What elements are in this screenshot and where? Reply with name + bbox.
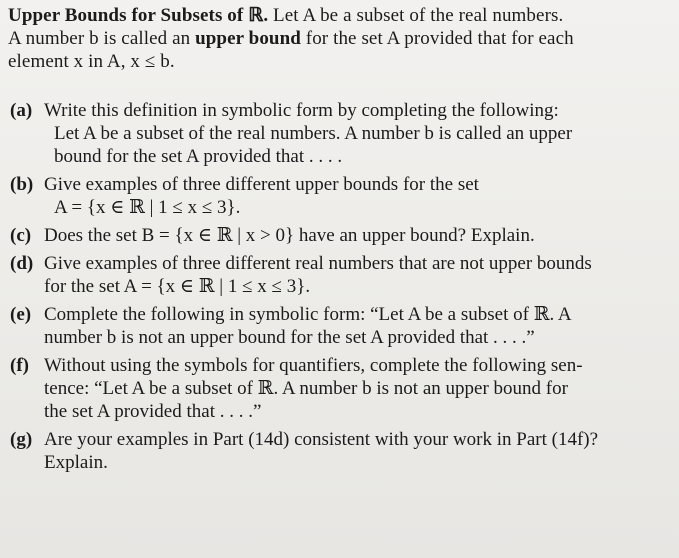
intro-line-2-b: for the set A provided that for each	[300, 28, 574, 49]
item-f	[10, 354, 670, 423]
item-indented-line: bound for the set A provided that . . . .	[54, 146, 343, 167]
item-body	[44, 224, 670, 247]
item-line: Explain.	[44, 452, 108, 473]
intro-line-1	[8, 4, 668, 27]
item-e	[10, 303, 670, 349]
item-line: Give examples of three different real numbers that are not upper bounds	[44, 253, 592, 274]
item-a	[10, 99, 670, 168]
item-line: number b is not an upper bound for the set A provided that . . . .”	[44, 327, 535, 348]
problem-intro	[8, 4, 668, 73]
item-label: (c)	[10, 225, 32, 246]
intro-line-1-rest: Let A be a subset of the real numbers.	[268, 5, 564, 26]
exercise-items	[10, 99, 670, 479]
item-line: Without using the symbols for quantifiers, complete the following sen-	[44, 355, 583, 376]
item-indented-line: A = {x ∈ ℝ | 1 ≤ x ≤ 3}.	[54, 197, 241, 218]
problem-title: Upper Bounds for Subsets of ℝ.	[8, 5, 269, 26]
item-line: Complete the following in symbolic form: “Let A be a subset of ℝ. A	[44, 304, 572, 325]
item-g	[10, 428, 670, 474]
item-c	[10, 224, 670, 247]
item-body	[44, 303, 670, 349]
upper-bound-term: upper bound	[195, 28, 301, 49]
item-indented-line: Let A be a subset of the real numbers. A number b is called an upper	[54, 123, 573, 144]
item-line: tence: “Let A be a subset of ℝ. A number b is not an upper bound for	[44, 378, 568, 399]
item-body	[44, 354, 670, 423]
item-line: Give examples of three different upper bounds for the set	[44, 174, 479, 195]
item-line: Are your examples in Part (14d) consistent with your work in Part (14f)?	[44, 429, 599, 450]
item-line: the set A provided that . . . .”	[44, 401, 262, 422]
item-label: (d)	[10, 253, 34, 274]
item-label: (e)	[10, 304, 32, 325]
intro-line-3: element x in A, x ≤ b.	[8, 51, 175, 72]
item-b	[10, 173, 670, 219]
item-label: (b)	[10, 174, 34, 195]
item-body	[44, 173, 670, 219]
item-line: Write this definition in symbolic form by completing the following:	[44, 100, 559, 121]
intro-line-2	[8, 27, 668, 50]
item-line: for the set A = {x ∈ ℝ | 1 ≤ x ≤ 3}.	[44, 276, 311, 297]
item-body	[44, 252, 670, 298]
item-d	[10, 252, 670, 298]
item-label: (a)	[10, 100, 33, 121]
intro-line-2-a: A number b is called an	[8, 28, 196, 49]
item-line: Does the set B = {x ∈ ℝ | x > 0} have an upper bound? Explain.	[44, 225, 535, 246]
item-label: (f)	[10, 355, 29, 376]
item-body	[44, 99, 670, 168]
item-label: (g)	[10, 429, 33, 450]
item-body	[44, 428, 670, 474]
